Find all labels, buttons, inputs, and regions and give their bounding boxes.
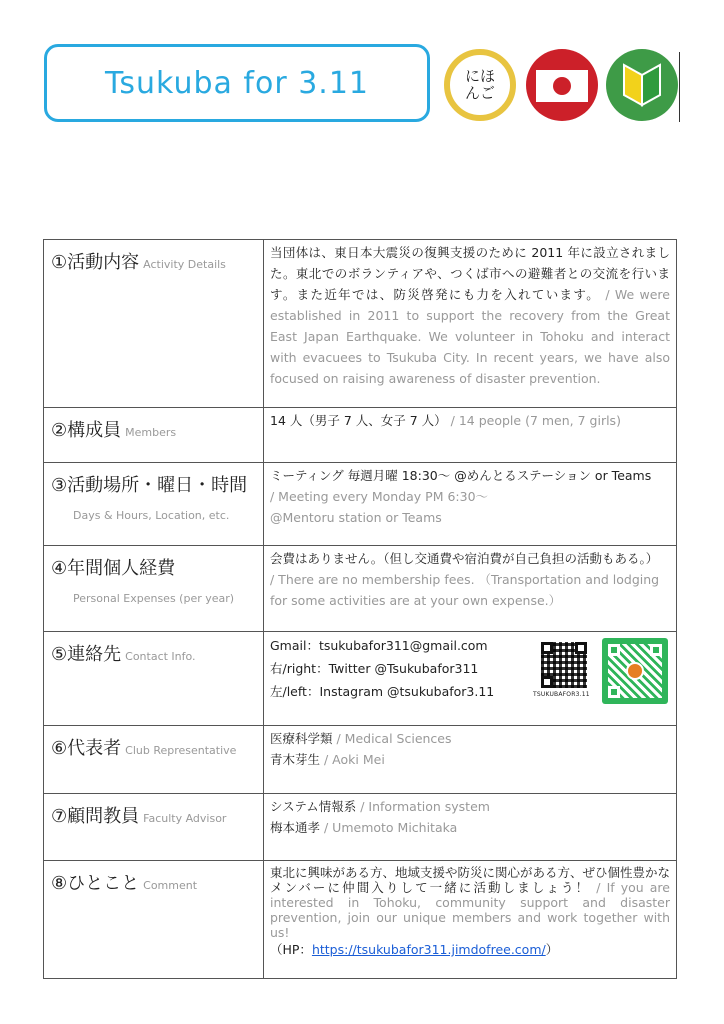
label-activity-en: Activity Details xyxy=(143,258,226,271)
info-table xyxy=(43,239,677,979)
advisor-dept-jp: システム情報系 xyxy=(270,799,357,814)
members-jp: 14 人（男子 7 人、女子 7 人） xyxy=(270,413,447,428)
row-comment xyxy=(44,861,677,979)
label-members-en: Members xyxy=(125,426,177,439)
representative-name-jp: 青木芽生 xyxy=(270,752,321,767)
advisor-dept-en: / Information system xyxy=(356,799,490,814)
japan-flag-icon xyxy=(526,49,598,121)
activity-en: / We were established in 2011 to support the recovery from the Great East Japan Earthquake. We volunteer in Tohoku and interact with evacuees to Tsukuba City. In recent years, we have also focused on raising awareness of disaster prevention. xyxy=(270,287,670,386)
advisor-name-jp: 梅本通孝 xyxy=(270,820,321,835)
label-comment: ⑧ひとこと xyxy=(51,873,140,894)
contact-gmail[interactable]: Gmail：tsukubafor311@gmail.com xyxy=(270,638,488,653)
row-advisor xyxy=(44,794,677,861)
hp-suffix: ） xyxy=(545,942,559,957)
contact-instagram[interactable]: 左/left：Instagram @tsukubafor3.11 xyxy=(270,684,495,699)
advisor-name-en: / Umemoto Michitaka xyxy=(320,820,458,835)
expenses-jp: 会費はありません。（但し交通費や宿泊費が自己負担の活動もある。） xyxy=(270,551,659,566)
row-expenses xyxy=(44,546,677,632)
representative-dept-en: / Medical Sciences xyxy=(332,731,452,746)
label-contact-en: Contact Info. xyxy=(125,650,196,663)
schedule-en-2: @Mentoru station or Teams xyxy=(270,510,442,525)
label-comment-en: Comment xyxy=(143,879,198,892)
representative-name-en: / Aoki Mei xyxy=(320,752,385,767)
divider xyxy=(679,52,680,122)
label-activity: ①活動内容 xyxy=(51,252,140,273)
comment-jp: 東北に興味がある方、地域支援や防災に関心がある方、ぜひ個性豊かなメンバーに仲間入りして一緒に活動しましょう！ xyxy=(270,865,671,895)
activity-jp: 当団体は、東日本大震災の復興支援のために 2011 年に設立されました。東北でのボランティアや、つくば市への避難者との交流を行います。また近年では、防災啓発にも力を入れています。 xyxy=(270,245,670,302)
beginner-mark-icon xyxy=(606,49,678,121)
instagram-qr-code-icon xyxy=(541,642,587,688)
label-members: ②構成員 xyxy=(51,420,122,441)
schedule-jp: ミーティング 毎週月曜 18:30～ @めんとるステーション or Teams xyxy=(270,468,652,483)
qr-caption: TSUKUBAFOR3.11 xyxy=(533,691,590,698)
representative-dept-jp: 医療科学類 xyxy=(270,731,333,746)
schedule-en-1: / Meeting every Monday PM 6:30～ xyxy=(270,489,489,504)
twitter-qr-code-icon xyxy=(602,638,668,704)
homepage-link[interactable]: https://tsukubafor311.jimdofree.com/ xyxy=(311,942,546,957)
page-title: Tsukuba for 3.11 xyxy=(104,65,369,101)
nihongo-badge-line1: にほ xyxy=(464,67,495,85)
row-members xyxy=(44,408,677,463)
nihongo-badge xyxy=(444,49,516,121)
label-schedule-sub: Days & Hours, Location, etc. xyxy=(73,509,230,522)
label-contact: ⑤連絡先 xyxy=(51,644,122,665)
title-box xyxy=(44,44,430,122)
members-en: / 14 people (7 men, 7 girls) xyxy=(446,413,621,428)
label-representative: ⑥代表者 xyxy=(51,738,122,759)
row-activity xyxy=(44,240,677,408)
nihongo-badge-line2: んご xyxy=(464,84,495,102)
label-advisor-en: Faculty Advisor xyxy=(143,812,227,825)
row-schedule xyxy=(44,463,677,546)
hp-prefix: （HP： xyxy=(270,942,312,957)
label-advisor: ⑦顧問教員 xyxy=(51,806,140,827)
label-representative-en: Club Representative xyxy=(125,744,237,757)
contact-twitter[interactable]: 右/right：Twitter @Tsukubafor311 xyxy=(270,661,479,676)
expenses-en: / There are no membership fees. （Transportation and lodging for some activities are at your own expense.） xyxy=(270,572,660,608)
label-expenses: ④年間個人経費 xyxy=(51,558,176,579)
label-schedule: ③活動場所・曜日・時間 xyxy=(51,475,248,496)
comment-en: / If you are interested in Tohoku, community support and disaster prevention, join our unique members and work together with us! xyxy=(270,880,670,940)
label-expenses-sub: Personal Expenses (per year) xyxy=(73,592,235,605)
row-representative xyxy=(44,726,677,794)
